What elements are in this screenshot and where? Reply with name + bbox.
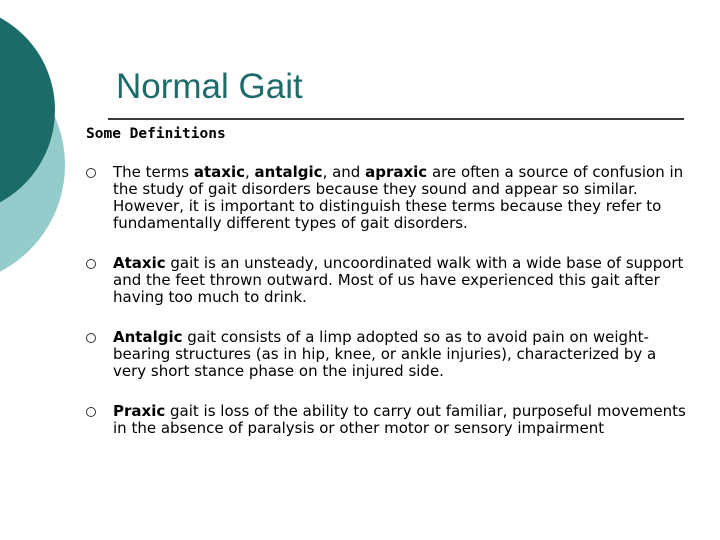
item-text: Ataxic gait is an unsteady, uncoordinated walk with a wide base of support and the feet thrown outward. Most of us have experienced this gait after having too much to drink.	[113, 254, 684, 306]
section-subtitle: Some Definitions	[86, 126, 226, 142]
list-item	[86, 329, 686, 380]
hollow-circle-bullet-icon	[86, 259, 96, 269]
page-title: Normal Gait	[116, 67, 303, 106]
item-text: Praxic gait is loss of the ability to carry out familiar, purposeful movements in the absence of paralysis or other motor or sensory impairment	[113, 402, 686, 437]
hollow-circle-bullet-icon	[86, 407, 96, 417]
list-item	[86, 164, 686, 232]
item-text-continued: However, it is important to distinguish these terms because they refer to fundamentally different types of gait disorders.	[113, 197, 662, 232]
hollow-circle-bullet-icon	[86, 168, 96, 178]
title-divider	[108, 118, 684, 120]
definition-list	[86, 164, 686, 437]
list-item	[86, 255, 686, 306]
decorative-circles	[0, 0, 100, 300]
list-item	[86, 403, 686, 437]
hollow-circle-bullet-icon	[86, 333, 96, 343]
item-text: The terms ataxic, antalgic, and apraxic are often a source of confusion in the study of gait disorders because they sound and appear so similar.	[113, 163, 684, 198]
item-text: Antalgic gait consists of a limp adopted so as to avoid pain on weight-bearing structures (as in hip, knee, or ankle injuries), characterized by a very short stance phase on the injured side.	[113, 328, 657, 380]
